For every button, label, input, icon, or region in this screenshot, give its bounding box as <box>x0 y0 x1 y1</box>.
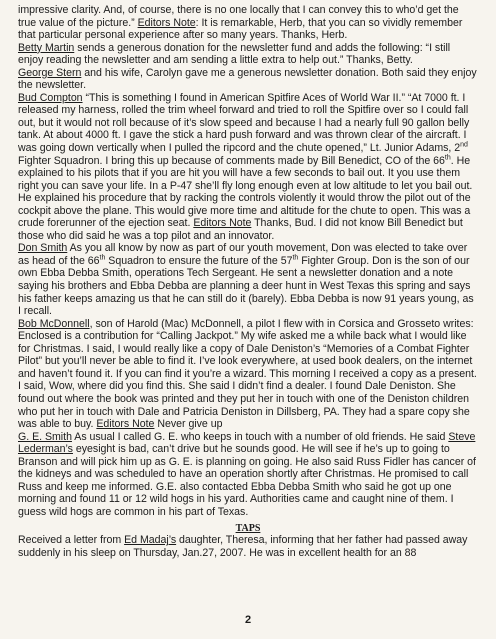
ordinal-suffix: th <box>292 254 299 262</box>
body-text: impressive clarity. And, of course, there is no one locally that I can convey this to who’d get the true value of the picture.” <box>18 4 459 29</box>
name-highlight: Betty Martin <box>18 41 75 54</box>
body-text: Received a letter from <box>18 534 125 547</box>
body-text: and his wife, Carolyn gave me a generous newsletter donation. Both said they enjoy the newsletter. <box>18 66 477 92</box>
taps-paragraph <box>18 534 478 559</box>
body-text: , son of Harold (Mac) McDonnell, a pilot I flew with in Corsica and Grosseto writes: Enclosed is a contribution for “Calling Jackpot.” My wife asked me a while back what I would like for Christmas. I said, I would really like a copy of Dale Deniston’s “Memories of a Combat Fighter Pilot” but you’ll never be able to find it. I’ve look everywhere, at used book dealers, on the internet and haven’t found it. If you can find it you’re a wizard. This morning I received a copy as a present. I said, Wow, where did you find this. She said I didn’t find a dealer. I found Dale Deniston. She found out where the book was printed and they put her in touch with one of the Deniston children who put her in touch with Dale and Patricia Deniston in Dillsberg, PA. They had a spare copy she was able to buy. <box>18 317 477 431</box>
ordinal-suffix: nd <box>460 141 468 149</box>
paragraph-don-smith <box>18 242 478 317</box>
name-highlight: George Stern <box>18 66 82 79</box>
body-text: . He explained to his pilots that if you are hit you will have a few seconds to bail out. It you use them right you can save your life. In a P-47 she’ll fly long enough even at low altitude to let you bail out. He explained his procedure that by racking the controls violently it would throw the pilot out of the cockpit above the plane. This would give more time and altitude for the chute to open. This was a crude forerunner of the ejection seat. <box>18 154 473 230</box>
paragraph-ge-smith <box>18 431 478 519</box>
page-number: 2 <box>244 614 252 626</box>
ordinal-suffix: th <box>444 154 451 162</box>
body-text: : It is remarkable, Herb, that you can so vividly remember that particular personal experience after so many years. Thanks, Herb. <box>18 16 463 42</box>
name-highlight: Ed Madaj’s <box>124 534 177 547</box>
body-text: Fighter Squadron. I bring this up because of comments made by Bill Benedict, CO of the 66 <box>18 154 445 167</box>
body-text: Squadron to ensure the future of the 57 <box>105 254 293 267</box>
taps-heading: TAPS <box>235 523 261 535</box>
paragraph-george-stern <box>18 67 478 92</box>
name-highlight: Bob McDonnell <box>18 317 90 330</box>
body-text: Thanks, Bud. I did not know Bill Benedict but those who did said he was a top pilot and an innovator. <box>18 217 463 242</box>
name-highlight: G. E. Smith <box>18 430 72 443</box>
name-highlight: Editors Note <box>193 217 252 230</box>
body-text: Never give up <box>154 418 223 431</box>
paragraph-betty-martin <box>18 42 478 67</box>
paragraph-bob-mcdonnell <box>18 318 478 431</box>
body-text: daughter, Theresa, informing that her father had passed away suddenly in his sleep on Thursday, Jan.27, 2007. He was in excellent health for an 88 <box>18 534 468 559</box>
name-highlight: Editors Note <box>137 16 196 29</box>
paragraph-bud-compton <box>18 92 478 243</box>
body-text: As usual I called G. E. who keeps in touch with a number of old friends. He said <box>71 430 449 443</box>
body-text: “This is something I found in American Spitfire Aces of World War II.” “At 7000 ft. I released my harness, rolled the trim wheel forward and tried to roll the Spitfire over so I could fall out, but it would not roll because of it’s slow speed and because I had a nearly full 90 gallon belly tank. At about 4000 ft. I gave the stick a hard push forward and was thrown clear of the aircraft. I was going down vertically when I pulled the ripcord and the chute opened,” Lt. Junior Adams, 2 <box>18 91 470 155</box>
newsletter-body <box>18 4 478 518</box>
name-highlight: Editors Note <box>96 418 155 431</box>
body-text: Fighter Group. Don is the son of our own Ebba Debba Smith, operations Tech Sergeant. He sent a newsletter donation and a note saying his brothers and Ebba Debba are planning a deer hunt in West Texas this spring and says his father keeps amazing us that he can still do it (barely). Ebba Debba is now 91 years young, as I recall. <box>18 254 474 318</box>
body-text: eyesight is bad, can’t drive but he sounds good. He will see if he’s up to going to Branson and will pick him up as G. E. is planning on going. He also said Russ Fidler has cancer of the kidneys and was scheduled to have an operation shortly after Christmas. He promised to call Russ and keep me informed. G.E. also contacted Ebba Debba Smith who said he got up one morning and found 11 or 12 wild hogs in his yard. Authorities came and caught nine of them. I guess wild hogs are common in his part of Texas. <box>18 443 476 518</box>
ordinal-suffix: th <box>99 254 106 262</box>
name-highlight: Bud Compton <box>18 91 83 104</box>
body-text: sends a generous donation for the newsletter fund and adds the following: “I still enjoy reading the newsletter and am sending a little extra to help out.” Thanks, Betty. <box>18 41 451 67</box>
name-highlight: Steve Lederman’s <box>18 430 476 456</box>
paragraph-intro <box>18 4 478 42</box>
name-highlight: Don Smith <box>18 242 68 255</box>
body-text: As you all know by now as part of our youth movement, Don was elected to take over as head of the 66 <box>18 242 468 267</box>
